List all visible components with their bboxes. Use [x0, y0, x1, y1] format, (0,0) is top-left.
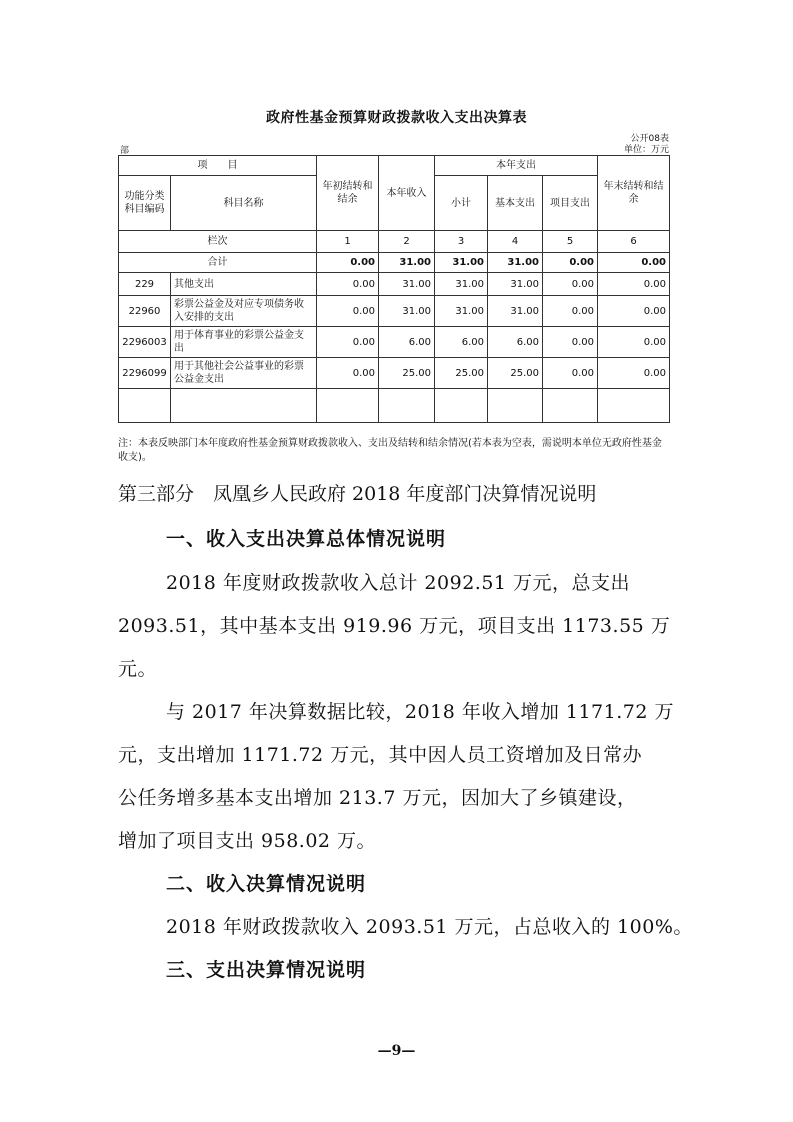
- paragraph-line: 增加了项目支出 958.02 万。: [118, 830, 377, 852]
- col-number: 1: [317, 231, 379, 253]
- section-3-heading: 三、支出决算情况说明: [166, 959, 367, 981]
- row-name: 彩票公益金及对应专项债务收入安排的支出: [171, 296, 317, 327]
- row-cell: 25.00: [379, 358, 435, 389]
- header-subtotal: 小计: [435, 176, 488, 231]
- paragraph-line: 2018 年度财政拨款收入总计 2092.51 万元，总支出: [166, 572, 631, 594]
- total-cell: 0.00: [543, 253, 598, 273]
- header-expense-group: 本年支出: [435, 156, 598, 176]
- row-cell: 0.00: [543, 327, 598, 358]
- row-cell: 0.00: [598, 358, 670, 389]
- row-cell: 25.00: [435, 358, 488, 389]
- row-cell: 31.00: [435, 296, 488, 327]
- paragraph-line: 公任务增多基本支出增加 213.7 万元，因加大了乡镇建设，: [118, 787, 637, 809]
- row-code: 2296099: [119, 358, 171, 389]
- row-cell: 6.00: [488, 327, 543, 358]
- col-number-row: [119, 231, 670, 253]
- table-row: [119, 296, 670, 327]
- page-number: —9—: [377, 1043, 416, 1059]
- paragraph-line: 与 2017 年决算数据比较，2018 年收入增加 1171.72 万: [166, 701, 674, 723]
- total-cell: 31.00: [488, 253, 543, 273]
- header-closing: 年末结转和结余: [598, 156, 670, 231]
- section-1-heading: 一、收入支出决算总体情况说明: [166, 528, 447, 550]
- row-cell: 25.00: [488, 358, 543, 389]
- fund-table: [118, 155, 670, 423]
- part-heading: 第三部分 凤凰乡人民政府 2018 年度部门决算情况说明: [118, 483, 597, 505]
- row-cell: 0.00: [317, 273, 379, 296]
- col-number: 4: [488, 231, 543, 253]
- section-2-heading: 二、收入决算情况说明: [166, 873, 367, 895]
- col-number: 3: [435, 231, 488, 253]
- col-number: 2: [379, 231, 435, 253]
- unit-label: 单位：万元: [623, 145, 669, 155]
- total-cell: 0.00: [317, 253, 379, 273]
- table-note: 注：本表反映部门本年度政府性基金预算财政拨款收入、支出及结转和结余情况(若本表为空表，需说明本单位无政府性基金收支)。: [118, 438, 662, 463]
- row-name: 其他支出: [171, 273, 317, 296]
- header-basic: 基本支出: [488, 176, 543, 231]
- blank-row: [119, 406, 670, 423]
- row-code: 229: [119, 273, 171, 296]
- row-cell: 31.00: [488, 273, 543, 296]
- dept-label: 部: [120, 146, 130, 156]
- col-number: 5: [543, 231, 598, 253]
- row-cell: 31.00: [488, 296, 543, 327]
- header-project: 项目支出: [543, 176, 598, 231]
- row-code: 2296003: [119, 327, 171, 358]
- header-item: 项 目: [119, 156, 317, 176]
- total-row: [119, 253, 670, 273]
- row-cell: 0.00: [543, 273, 598, 296]
- header-opening: 年初结转和结余: [317, 156, 379, 231]
- row-cell: 31.00: [435, 273, 488, 296]
- header-name: 科目名称: [171, 176, 317, 231]
- row-code: 22960: [119, 296, 171, 327]
- table-row: [119, 327, 670, 358]
- paragraph-line: 2093.51，其中基本支出 919.96 万元，项目支出 1173.55 万: [118, 615, 671, 637]
- paragraph-line: 元，支出增加 1171.72 万元，其中因人员工资增加及日常办: [118, 744, 643, 766]
- row-cell: 0.00: [598, 296, 670, 327]
- header-code: 功能分类科目编码: [119, 176, 171, 231]
- paragraph-line: 2018 年财政拨款收入 2093.51 万元，占总收入的 100%。: [166, 916, 693, 938]
- row-cell: 0.00: [317, 358, 379, 389]
- header-row-1: [119, 156, 670, 176]
- header-income: 本年收入: [379, 156, 435, 231]
- row-cell: 0.00: [543, 296, 598, 327]
- row-cell: 6.00: [435, 327, 488, 358]
- row-cell: 0.00: [317, 327, 379, 358]
- row-cell: 31.00: [379, 296, 435, 327]
- total-cell: 31.00: [435, 253, 488, 273]
- total-cell: 0.00: [598, 253, 670, 273]
- table-title: 政府性基金预算财政拨款收入支出决算表: [266, 110, 527, 126]
- row-cell: 0.00: [317, 296, 379, 327]
- row-cell: 0.00: [598, 273, 670, 296]
- blank-row: [119, 389, 670, 406]
- total-label: 合计: [119, 253, 317, 273]
- row-cell: 31.00: [379, 273, 435, 296]
- total-cell: 31.00: [379, 253, 435, 273]
- table-row: [119, 358, 670, 389]
- row-cell: 6.00: [379, 327, 435, 358]
- col-number-label: 栏次: [119, 231, 317, 253]
- row-name: 用于体育事业的彩票公益金支出: [171, 327, 317, 358]
- row-name: 用于其他社会公益事业的彩票公益金支出: [171, 358, 317, 389]
- table-row: [119, 273, 670, 296]
- row-cell: 0.00: [543, 358, 598, 389]
- form-code: 公开08表: [630, 134, 669, 144]
- col-number: 6: [598, 231, 670, 253]
- row-cell: 0.00: [598, 327, 670, 358]
- paragraph-line: 元。: [118, 658, 158, 680]
